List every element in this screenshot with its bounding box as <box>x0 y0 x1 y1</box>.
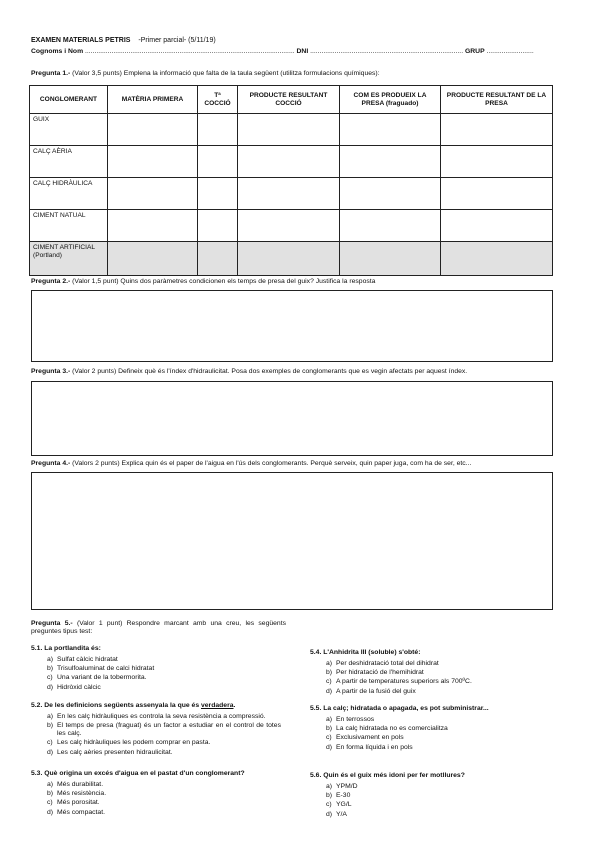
answer-cell[interactable] <box>198 178 238 210</box>
option-b[interactable]: b) El temps de presa (fraguat) és un factor a estudiar en el control de totes les calç. <box>47 722 281 737</box>
question-3-text: (Valor 2 punts) Defineix què és l'índex d'hidraulicitat. Posa dos exemples de conglomerants que es vegin afectats per aquest índex. <box>70 368 468 375</box>
test-question-5-6 <box>310 772 560 820</box>
group-label: GRUP <box>464 48 485 55</box>
group-field[interactable]: ......................... <box>486 48 534 55</box>
question-5-label: Pregunta 5.- <box>31 620 73 627</box>
option-a[interactable]: a) YPM/D <box>326 782 358 790</box>
question-2 <box>31 278 375 286</box>
table-row <box>30 242 553 276</box>
table-row <box>30 178 553 210</box>
row-label-ciment-natual: CIMENT NATUAL <box>30 210 108 242</box>
question-4-text: (Valors 2 punts) Explica quin és el paper de l'aigua en l'ús dels conglomerants. Perquè serveix, quin paper juga, com ha de ser, etc... <box>70 460 472 467</box>
table-row <box>30 146 553 178</box>
answer-box-2[interactable] <box>31 290 553 362</box>
option-b[interactable]: b) Per hidratació de l'hemihidrat <box>326 669 424 677</box>
test-question-title: 5.4. L'Anhidrita III (soluble) s'obté: <box>310 649 421 656</box>
option-a[interactable]: a) En terrossos <box>326 715 375 723</box>
name-field[interactable]: ............................................................................................................... <box>85 48 295 55</box>
exam-name: EXAMEN MATERIALS PETRIS <box>31 37 131 44</box>
option-d[interactable]: d) Més compactat. <box>47 808 105 816</box>
header-materia-primera: MATÈRIA PRIMERA <box>108 86 198 114</box>
answer-cell[interactable] <box>108 210 198 242</box>
option-b[interactable]: b) La calç hidratada no es comercialitza <box>326 725 448 733</box>
question-1-text: (Valor 3,5 punts) Emplena la informació que falta de la taula següent (utilitza formulacions químiques): <box>70 70 380 77</box>
answer-cell[interactable] <box>238 114 340 146</box>
option-c[interactable]: c) Una variant de la tobermorita. <box>47 674 147 682</box>
header-temperatura-coccio: Tª COCCIÓ <box>198 86 238 114</box>
test-question-title: 5.5. La calç; hidratada o apagada, es pot subministrar... <box>310 705 489 712</box>
answer-cell[interactable] <box>441 242 553 276</box>
option-a[interactable]: a) En les calç hidràuliques es controla la seva resistència a compressió. <box>47 712 266 720</box>
row-label-calc-aeria: CALÇ AÈRIA <box>30 146 108 178</box>
answer-cell[interactable] <box>340 114 441 146</box>
row-label-guix: GUIX <box>30 114 108 146</box>
test-question-5-3 <box>31 770 291 818</box>
question-3-label: Pregunta 3.- <box>31 368 71 375</box>
option-d[interactable]: d) Hidròxid càlcic <box>47 683 101 691</box>
test-question-title: 5.1. La portlandita és: <box>31 645 101 652</box>
name-label: Cognoms i Nom <box>31 48 84 55</box>
answer-cell[interactable] <box>340 146 441 178</box>
test-question-5-2 <box>31 702 281 758</box>
test-question-5-4 <box>310 649 560 697</box>
question-5-text: (Valor 1 punt) Respondre marcant amb una creu, les següents preguntes tipus test: <box>31 620 286 635</box>
option-a[interactable]: a) Sulfat càlcic hidratat <box>47 655 118 663</box>
option-c[interactable]: c) A partir de temperatures superiors als 700ºC. <box>326 678 472 686</box>
option-b[interactable]: b) E-30 <box>326 792 351 800</box>
test-question-title: 5.3. Què origina un excés d'aigua en el pastat d'un conglomerant? <box>31 770 245 777</box>
question-5 <box>31 620 286 636</box>
row-label-calc-hidraulica: CALÇ HIDRÀULICA <box>30 178 108 210</box>
answer-cell[interactable] <box>108 178 198 210</box>
table-row <box>30 210 553 242</box>
header-conglomerant: CONGLOMERANT <box>30 86 108 114</box>
header-producte-presa: PRODUCTE RESULTANT DE LA PRESA <box>441 86 553 114</box>
test-question-title: 5.6. Quin és el guix més idoni per fer motllures? <box>310 772 465 779</box>
option-d[interactable]: d) A partir de la fusió del guix <box>326 687 416 695</box>
option-c[interactable]: c) Exclusivament en pols <box>326 734 404 742</box>
test-question-title: 5.2. De les definicions següents assenyala la que és verdadera. <box>31 702 236 709</box>
option-c[interactable]: c) YG/L <box>326 801 352 809</box>
answer-cell[interactable] <box>441 210 553 242</box>
test-question-5-5 <box>310 705 560 753</box>
header-producte-coccio: PRODUCTE RESULTANT COCCIÓ <box>238 86 340 114</box>
option-c[interactable]: c) Més porositat. <box>47 799 100 807</box>
answer-cell[interactable] <box>238 210 340 242</box>
answer-box-3[interactable] <box>31 381 553 456</box>
answer-cell[interactable] <box>238 242 340 276</box>
question-2-label: Pregunta 2.- <box>31 278 71 285</box>
exam-title <box>31 37 216 45</box>
option-d[interactable]: d) En forma líquida i en pols <box>326 743 413 751</box>
answer-cell[interactable] <box>198 114 238 146</box>
question-2-text: (Valor 1,5 punt) Quins dos paràmetres condicionen els temps de presa del guix? Justifica la resposta <box>70 278 376 285</box>
answer-cell[interactable] <box>108 114 198 146</box>
table-row <box>30 114 553 146</box>
answer-cell[interactable] <box>198 242 238 276</box>
dni-label: DNI <box>296 48 309 55</box>
materials-table <box>29 85 553 276</box>
row-label-ciment-artificial: CIMENT ARTIFICIAL (Portland) <box>30 242 108 276</box>
answer-cell[interactable] <box>340 242 441 276</box>
answer-cell[interactable] <box>441 114 553 146</box>
question-4 <box>31 460 471 468</box>
question-3 <box>31 368 467 376</box>
answer-cell[interactable] <box>441 146 553 178</box>
option-c[interactable]: c) Les calç hidràuliques les podem comprar en pasta. <box>47 739 211 747</box>
answer-cell[interactable] <box>340 178 441 210</box>
answer-cell[interactable] <box>340 210 441 242</box>
answer-cell[interactable] <box>108 146 198 178</box>
option-d[interactable]: d) Y/A <box>326 810 347 818</box>
option-a[interactable]: a) Més durabilitat. <box>47 780 104 788</box>
option-a[interactable]: a) Per deshidratació total del dihidrat <box>326 659 439 667</box>
table-header-row <box>30 86 553 114</box>
answer-box-4[interactable] <box>31 472 553 610</box>
question-4-label: Pregunta 4.- <box>31 460 71 467</box>
answer-cell[interactable] <box>441 178 553 210</box>
answer-cell[interactable] <box>198 146 238 178</box>
option-b[interactable]: b) Més resistència. <box>47 790 107 798</box>
answer-cell[interactable] <box>238 178 340 210</box>
option-b[interactable]: b) Trisulfoaluminat de calci hidratat <box>47 665 155 673</box>
answer-cell[interactable] <box>238 146 340 178</box>
question-1-label: Pregunta 1.- <box>31 70 71 77</box>
header-com-presa: COM ES PRODUEIX LA PRESA (fraguado) <box>340 86 441 114</box>
test-question-5-1 <box>31 645 291 693</box>
answer-cell[interactable] <box>108 242 198 276</box>
exam-subtitle: -Primer parcial- (5/11/19) <box>138 37 216 44</box>
option-d[interactable]: d) Les calç aèries presenten hidraulicitat. <box>47 748 173 756</box>
answer-cell[interactable] <box>198 210 238 242</box>
dni-field[interactable]: ................................................................................. <box>310 48 464 55</box>
question-1 <box>31 70 380 78</box>
student-info-line <box>31 48 534 56</box>
